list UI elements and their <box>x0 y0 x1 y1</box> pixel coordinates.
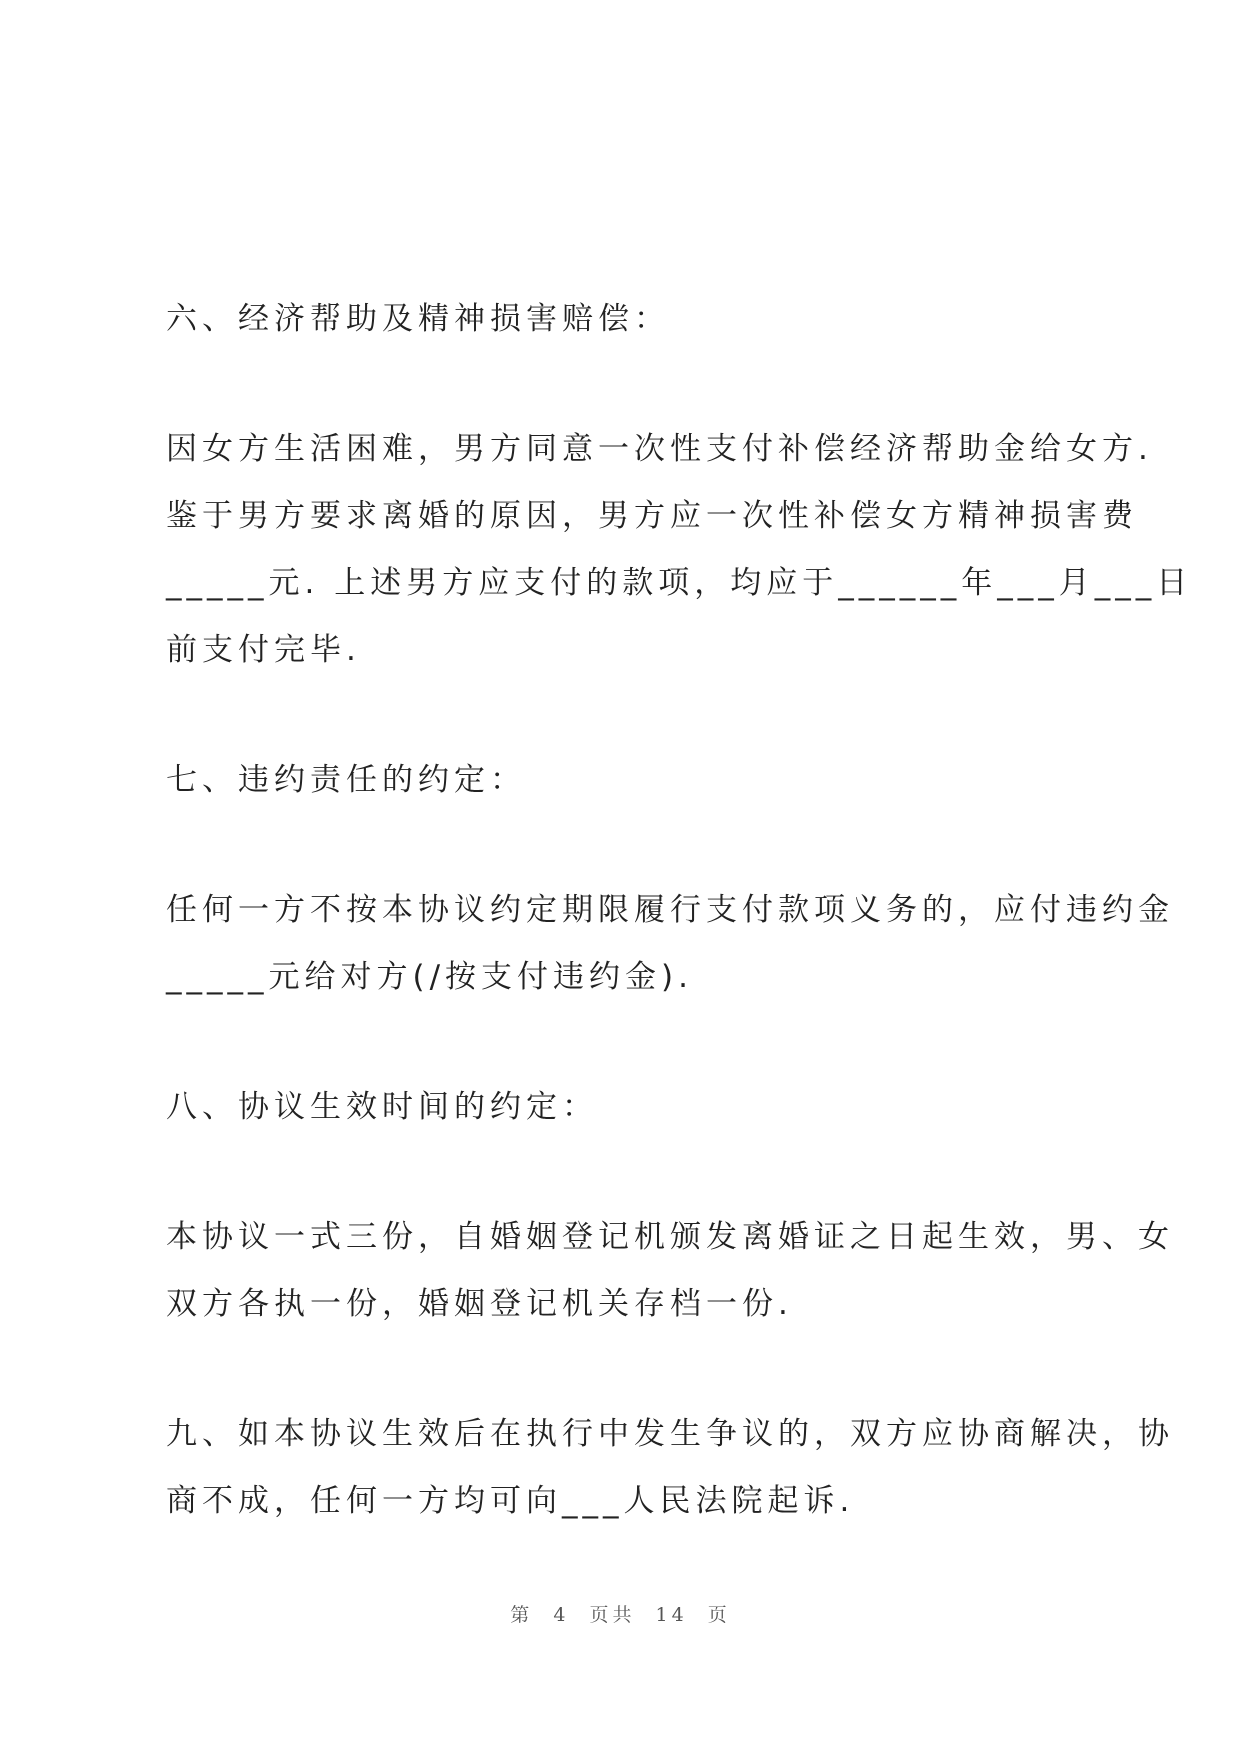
section-6-line-4: 前支付完毕. <box>166 632 361 668</box>
section-6-heading: 六、经济帮助及精神损害赔偿： <box>166 301 670 337</box>
page-footer: 第 4 页共 14 页 <box>510 1604 731 1626</box>
section-8-line-2: 双方各执一份，婚姻登记机关存档一份. <box>166 1286 793 1322</box>
section-9-line-1: 九、如本协议生效后在执行中发生争议的，双方应协商解决，协 <box>166 1416 1174 1452</box>
section-7-heading: 七、违约责任的约定： <box>166 762 526 798</box>
section-8-line-1: 本协议一式三份，自婚姻登记机颁发离婚证之日起生效，男、女 <box>166 1219 1174 1255</box>
section-6-line-2: 鉴于男方要求离婚的原因，男方应一次性补偿女方精神损害费 <box>166 498 1138 534</box>
section-6-line-1: 因女方生活困难，男方同意一次性支付补偿经济帮助金给女方. <box>166 431 1153 467</box>
section-7-line-2: _____元给对方(/按支付违约金). <box>166 959 693 995</box>
section-8-heading: 八、协议生效时间的约定： <box>166 1089 598 1125</box>
section-6-line-3: _____元. 上述男方应支付的款项，均应于______年___月___日 <box>166 565 1193 601</box>
section-7-line-1: 任何一方不按本协议约定期限履行支付款项义务的，应付违约金 <box>166 892 1174 928</box>
section-9-line-2: 商不成，任何一方均可向___人民法院起诉. <box>166 1483 855 1519</box>
